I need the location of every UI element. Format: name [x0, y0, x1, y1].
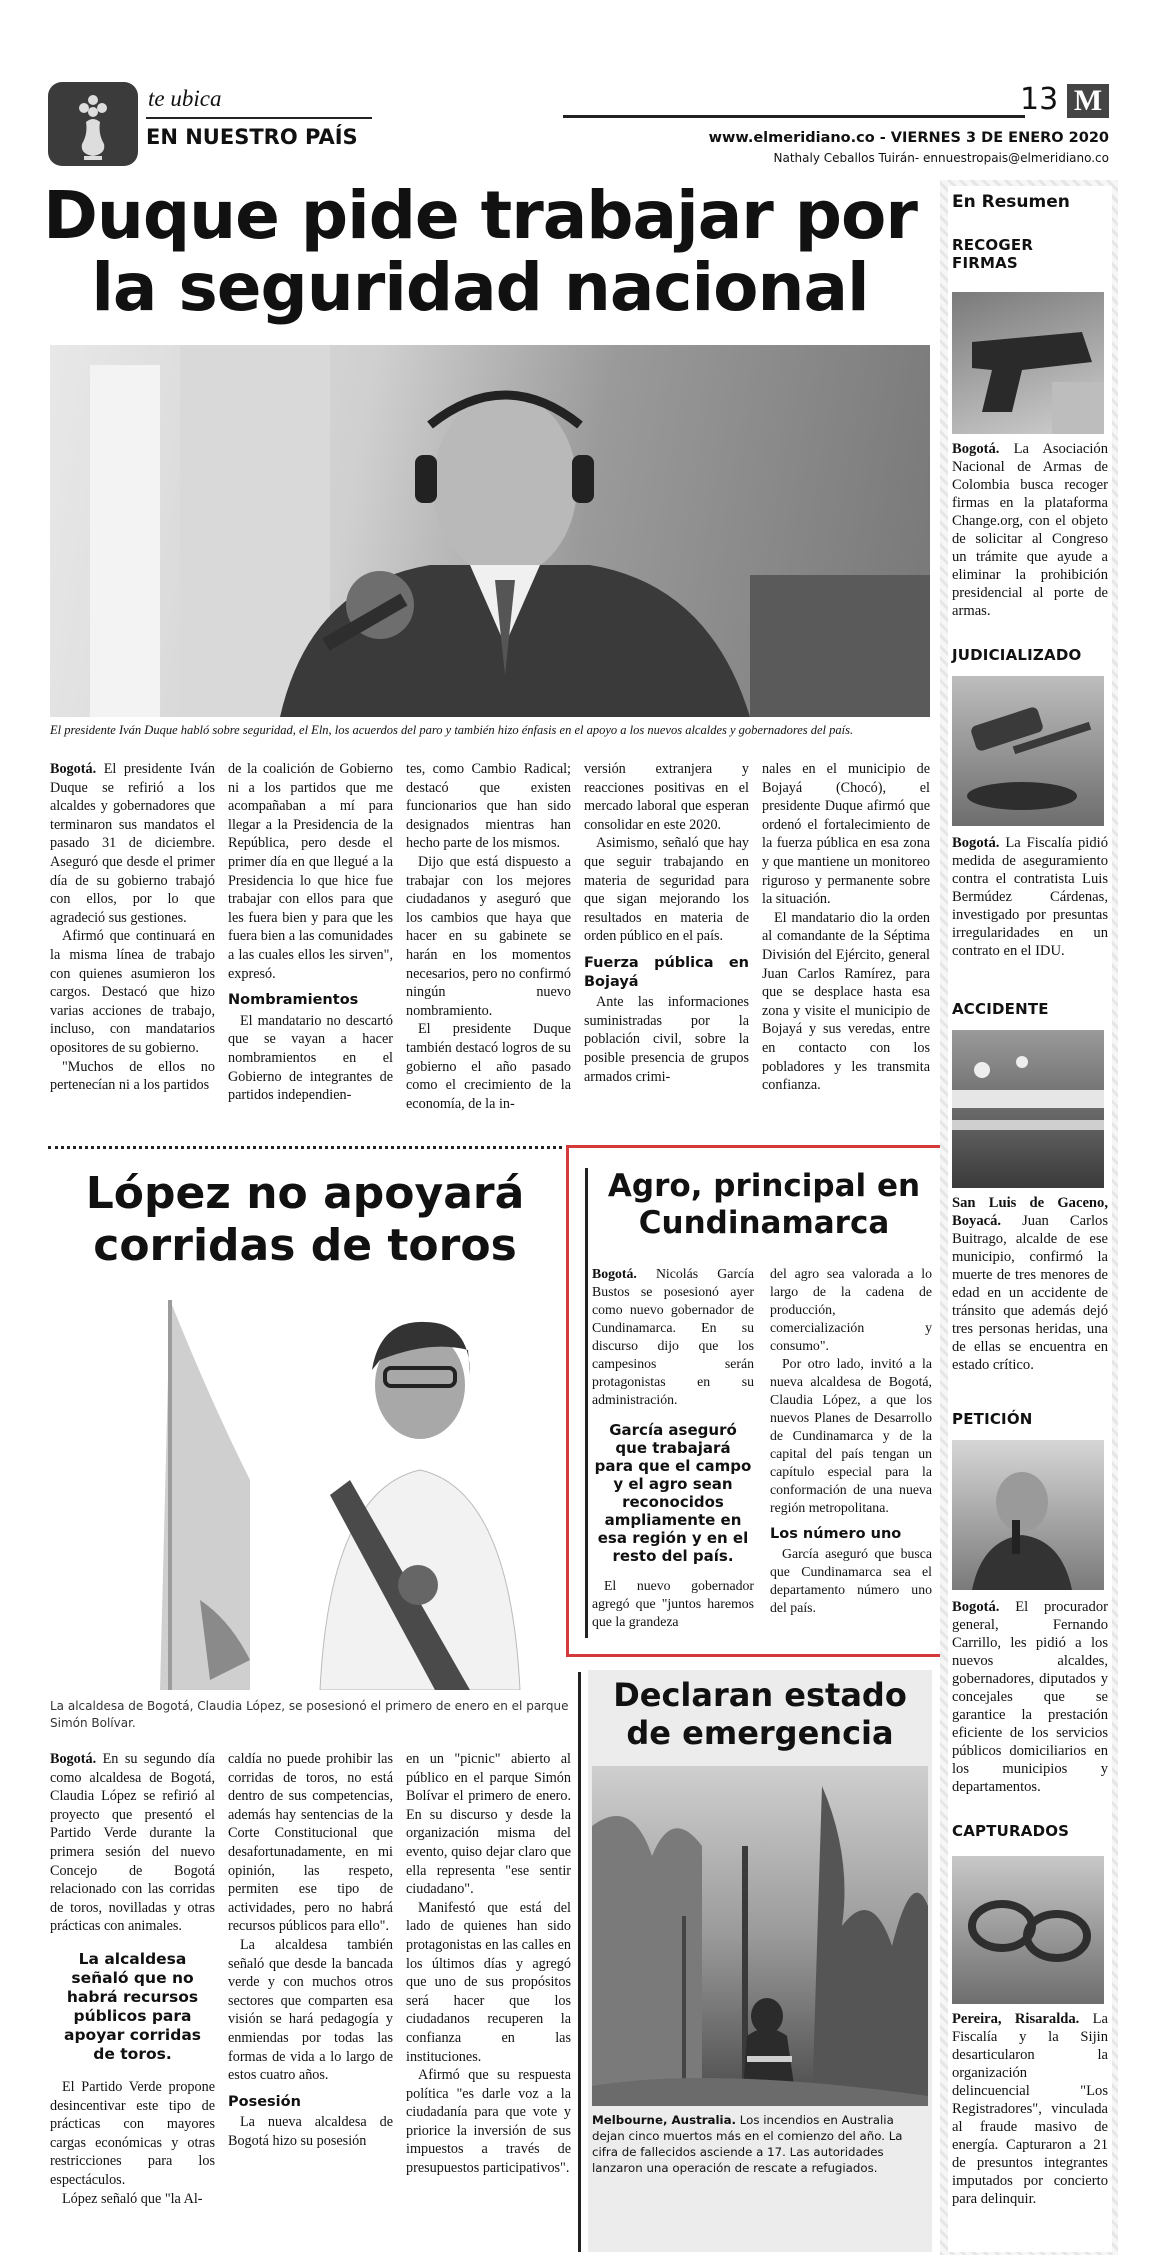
sidebar-head: PETICIÓN	[952, 1410, 1033, 1428]
paragraph: López señaló que "la Al-	[62, 2190, 203, 2207]
section-icon	[48, 82, 138, 166]
sidebar-text	[952, 1194, 1108, 1374]
paragraph: Dijo que está dispuesto a trabajar con los mejores ciudadanos y aseguró que los cambios que haya que hacer en su gabinete se harán en los momentos necesarios, pero no confirmó ningún nuevo nombramiento.	[406, 853, 571, 1019]
sidebar-head: CAPTURADOS	[952, 1822, 1070, 1840]
paragraph: versión extranjera y reacciones positivas en el mercado laboral que esperan consolidar en este 2020.	[584, 761, 749, 833]
paragraph: García aseguró que busca que Cundinamarca sea el departamento número uno del país.	[770, 1546, 932, 1615]
main-col-1	[50, 760, 215, 1095]
paragraph: El presidente Iván Duque se refirió a los alcaldes y gobernadores que terminaron sus mandatos el pasado 31 de diciembre. Aseguró que desde el primer día de su gobierno trabajó con ellos, por lo que agradeció sus gestiones.	[50, 761, 215, 926]
sidebar-dateline: San Luis de Gaceno, Boyacá.	[952, 1195, 1108, 1229]
paragraph: En su segundo día como alcaldesa de Bogotá, Claudia López se refirió al proyecto que presentó el Partido Verde durante la primera sesión del nuevo Concejo de Bogotá relacionado con las corridas de toros, novilladas y otras prácticas con animales.	[50, 1751, 215, 1935]
paragraph: El presidente Duque también destacó logros de su gobierno el año pasado como el crecimiento de la economía, de la in-	[406, 1021, 571, 1112]
paragraph: El mandatario dio la orden al comandante de la Séptima División del Ejército, general Juan Carlos Ramírez, para que se desplace hasta esa zona y visite el municipio de Bojayá y sus veredas, entre en contacto con los pobladores y les transmita confianza.	[762, 909, 930, 1094]
sidebar-head: ACCIDENTE	[952, 1000, 1049, 1018]
paragraph: en un "picnic" abierto al público en el parque Simón Bolívar el primero de enero. En su discurso y desde la organización misma del evento, quiso dejar claro que ella representa "ese sentir ciudadano".	[406, 1751, 571, 1898]
paragraph: Ante las informaciones suministradas por la población civil, sobre la posible presencia de grupos armados crimi-	[584, 994, 749, 1085]
sidebar-text	[952, 440, 1108, 620]
lopez-headline: López no apoyará corridas de toros	[85, 1168, 525, 1271]
duque-photo	[50, 345, 930, 717]
sidebar-body: La Asociación Nacional de Armas de Colombia busca recoger firmas en la plataforma Change.org, con el objeto de solicitar al Congreso un trámite que ayude a eliminar la prohibición presidencial al porte de armas.	[952, 441, 1108, 619]
section-title: EN NUESTRO PAÍS	[146, 125, 358, 149]
subhead: Nombramientos	[228, 992, 359, 1009]
pull-quote: La alcaldesa señaló que no habrá recursos públicos para apoyar corridas de toros.	[63, 1949, 202, 2063]
paragraph: Por otro lado, invitó a la nueva alcaldesa de Bogotá, Claudia López, a que los nuevos Planes de Desarrollo de Cundinamarca y de la capital del país tengan un capítulo especial para la conformación de una nueva región metropolitana.	[770, 1356, 932, 1515]
sidebar-text	[952, 1598, 1108, 1796]
subhead: Fuerza pública en Bojayá	[584, 954, 749, 990]
subhead: Posesión	[228, 2093, 301, 2110]
sidebar-text	[952, 2010, 1108, 2208]
subhead: Los número uno	[770, 1526, 902, 1542]
sidebar-dateline: Pereira, Risaralda.	[952, 2011, 1080, 2027]
site-date: www.elmeridiano.co - VIERNES 3 DE ENERO 2020	[708, 130, 1109, 146]
section-divider	[48, 1146, 562, 1149]
section-kicker: te ubica	[148, 86, 222, 111]
paragraph: nales en el municipio de Bojayá (Chocó), el presidente Duque afirmó que ordenó el fortalecimiento de la fuerza pública en esa zona y que mantiene un monitoreo riguroso y permanente sobre la situación.	[762, 761, 930, 908]
caption-text: Los incendios en Australia dejan cinco muertos más en el comienzo del año. La cifra de fallecidos asciende a 17. Las autoridades lanzaron una operación de rescate a refugiados.	[592, 2113, 903, 2175]
paragraph: "Muchos de ellos no pertenecían ni a los partidos	[50, 1058, 215, 1094]
main-caption: El presidente Iván Duque habló sobre seguridad, el Eln, los acuerdos del paro y también hizo énfasis en el apoyo a los nuevos alcaldes y gobernadores del país.	[50, 723, 854, 737]
agro-col-2	[770, 1265, 932, 1617]
byline: Nathaly Ceballos Tuirán- ennuestropais@elmeridiano.co	[773, 151, 1109, 165]
agro-rule-left	[585, 1168, 588, 1638]
kicker-rule	[146, 117, 372, 119]
paragraph: Afirmó que su respuesta política "es darle voz a la ciudadanía para que vote y priorice la inversión de sus impuestos a través de presupuestos participativos".	[406, 2067, 571, 2177]
emergency-rule	[578, 1672, 581, 2252]
page-number: 13	[1020, 82, 1059, 117]
gun-photo	[952, 292, 1104, 434]
paragraph: El mandatario no descartó que se vayan a hacer nombramientos en el Gobierno de integrantes de partidos independien-	[228, 1012, 393, 1104]
paragraph: Manifestó que está del lado de quienes han sido protagonistas en las calles en los últimos días y agregó que uno de sus propósitos será hacer que los ciudadanos recuperen la confianza en las instituciones.	[406, 1899, 571, 2065]
accident-photo	[952, 1030, 1104, 1188]
main-col-2	[228, 760, 393, 1105]
paragraph: El Partido Verde propone desincentivar este tipo de prácticas con mayores cargas económicas y otras restricciones para los espectáculos.	[50, 2078, 215, 2188]
procurador-photo	[952, 1440, 1104, 1590]
pull-quote: García aseguró que trabajará para que el campo y el agro sean reconocidos ampliamente en esa región y en el resto del país.	[594, 1421, 752, 1565]
main-col-3	[406, 760, 571, 1113]
header-rule	[563, 115, 1025, 118]
caption-lead: Melbourne, Australia.	[592, 2113, 737, 2127]
emergency-headline: Declaran estado de emergencia	[613, 1676, 907, 1752]
agro-headline: Agro, principal en Cundinamarca	[607, 1168, 921, 1241]
agro-col-1	[592, 1265, 754, 1631]
paragraph: La alcaldesa también señaló que desde la bancada verde y con muchos otros sectores que comparten esa visión se hará pedagogía y enmiendas por todas las formas de vida a lo largo de estos cuatro años.	[228, 1936, 393, 2084]
paragraph: Nicolás García Bustos se posesionó ayer como nuevo gobernador de Cundinamarca. En su discurso dijo que los campesinos serán protagonistas en su administración.	[592, 1266, 754, 1407]
paragraph: del agro sea valorada a lo largo de la cadena de producción, comercialización y consumo".	[770, 1266, 932, 1353]
sidebar-title: En Resumen	[952, 192, 1070, 212]
sidebar-body: La Fiscalía y la Sijin desarticularon la organización delincuencial "Los Registradores", vinculada al fraude masivo de energía. Capturaron a 21 de presuntos integrantes imputados por concierto para delinquir.	[952, 2011, 1108, 2207]
lopez-photo	[50, 1280, 570, 1690]
dateline: Bogotá.	[50, 761, 97, 777]
dateline: Bogotá.	[592, 1266, 637, 1281]
paragraph: tes, como Cambio Radical; destacó que existen funcionarios que han sido designados mientras han hecho parte de los mismos.	[406, 761, 571, 852]
handcuffs-photo	[952, 1856, 1104, 2004]
sidebar-body: El procurador general, Fernando Carrillo, les pidió a los nuevos alcaldes, gobernadores, diputados y concejales que se garantice la prestación eficiente de los servicios públicos domiciliarios en los municipios y departamentos.	[952, 1599, 1108, 1795]
paragraph: La nueva alcaldesa de Bogotá hizo su posesión	[228, 2114, 393, 2149]
paragraph: Afirmó que continuará en la misma línea de trabajo con quienes asumieron los cargos. Destacó que hizo varias acciones de trabajo, incluso, con mandatarios opositores de su gobierno.	[50, 928, 215, 1056]
lopez-col-3	[406, 1750, 571, 2178]
paragraph: El nuevo gobernador agregó que "juntos haremos que la grandeza	[592, 1578, 754, 1629]
paragraph: caldía no puede prohibir las corridas de toros, no está dentro de sus competencias, además hay sentencias de la Corte Constitucional que desafortunadamente, en mi opinión, las respeto, permiten ese tipo de actividades, pero no habrá recursos públicos para ello".	[228, 1751, 393, 1935]
sidebar-dateline: Bogotá.	[952, 835, 1000, 851]
main-col-4	[584, 760, 749, 1086]
lopez-caption: La alcaldesa de Bogotá, Claudia López, se posesionó el primero de enero en el parque Simón Bolívar.	[50, 1699, 569, 1730]
gavel-photo	[952, 676, 1104, 826]
main-headline: Duque pide trabajar por la seguridad nacional	[43, 177, 917, 326]
sidebar-head: JUDICIALIZADO	[952, 646, 1082, 664]
paragraph: Asimismo, señaló que hay que seguir trabajando en materia de seguridad para que sigan mejorando los resultados en materia de orden público en el país.	[584, 835, 749, 945]
emergency-caption	[592, 2112, 928, 2176]
sidebar-text	[952, 834, 1108, 960]
sidebar-dateline: Bogotá.	[952, 1599, 1000, 1615]
lopez-col-2	[228, 1750, 393, 2150]
fire-photo	[592, 1766, 928, 2106]
lopez-col-1	[50, 1750, 215, 2208]
sidebar-body: Juan Carlos Buitrago, alcalde de ese municipio, confirmó la muerte de tres menores de edad en un accidente de tránsito que además dejó tres personas heridas, una de ellas se encuentra en estado crítico.	[952, 1213, 1108, 1373]
sidebar-dateline: Bogotá.	[952, 441, 1000, 457]
logo: M	[1067, 84, 1109, 118]
sidebar-head: RECOGER FIRMAS	[952, 236, 1034, 272]
dateline: Bogotá.	[50, 1751, 97, 1767]
main-col-5	[762, 760, 930, 1095]
paragraph: de la coalición de Gobierno ni a los partidos que me acompañaban a mí para llegar a la Presidencia de la República, pero desde el primer día en que llegué a la Presidencia lo que hice fue trabajar con ellos para que les fuera bien y para que les fuera bien a las comunidades a las cuales ellos les sirven", expresó.	[228, 761, 393, 982]
sidebar-body: La Fiscalía pidió medida de aseguramiento contra el contratista Luis Bermúdez Cárdenas, investigado por presuntas irregularidades en un contrato en el IDU.	[952, 835, 1108, 959]
